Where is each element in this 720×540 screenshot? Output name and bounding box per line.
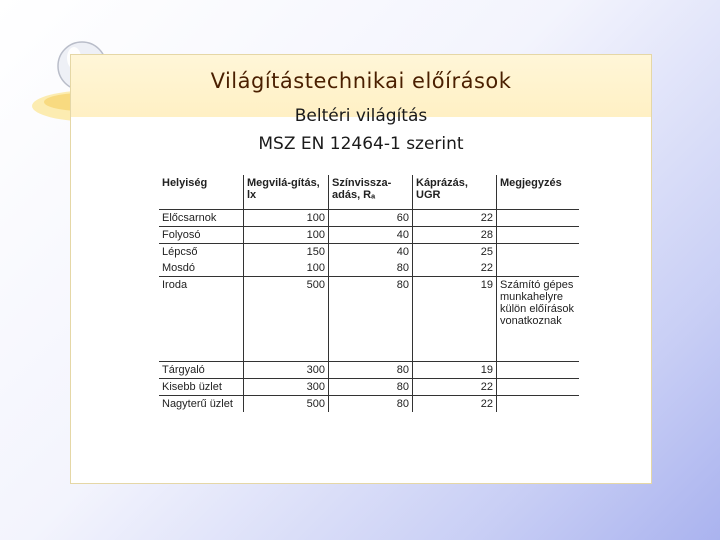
- cell-illuminance: 100: [244, 260, 329, 277]
- header-room: Helyiség: [159, 175, 244, 210]
- slide-subtitle-line2: MSZ EN 12464-1 szerint: [258, 134, 464, 154]
- cell-illuminance: 300: [244, 379, 329, 396]
- lighting-requirements-table: [159, 175, 579, 412]
- cell-glare: 28: [413, 227, 497, 244]
- cell-note: [497, 396, 580, 413]
- cell-note: Számító gépes munkahelyre külön előírások vonatkoznak: [497, 277, 580, 362]
- table-row: [159, 244, 579, 261]
- cell-glare: 22: [413, 210, 497, 227]
- cell-note: [497, 210, 580, 227]
- cell-illuminance: 100: [244, 227, 329, 244]
- cell-color-rendering: 60: [329, 210, 413, 227]
- table-row: [159, 396, 579, 413]
- table-row: [159, 362, 579, 379]
- cell-note: [497, 260, 580, 277]
- cell-room: Kisebb üzlet: [159, 379, 244, 396]
- cell-note: [497, 244, 580, 261]
- cell-glare: 22: [413, 396, 497, 413]
- cell-room: Iroda: [159, 277, 244, 362]
- table-row: [159, 379, 579, 396]
- cell-glare: 22: [413, 260, 497, 277]
- table-row: [159, 260, 579, 277]
- cell-illuminance: 300: [244, 362, 329, 379]
- cell-note: [497, 227, 580, 244]
- header-note: Megjegyzés: [497, 175, 580, 210]
- header-illuminance: Megvilá-gítás, lx: [244, 175, 329, 210]
- header-glare: Káprázás, UGR: [413, 175, 497, 210]
- cell-room: Nagyterű üzlet: [159, 396, 244, 413]
- table-row: [159, 210, 579, 227]
- slide-content-frame: [70, 54, 652, 484]
- cell-room: Előcsarnok: [159, 210, 244, 227]
- cell-color-rendering: 40: [329, 227, 413, 244]
- table-header-row: [159, 175, 579, 210]
- cell-color-rendering: 80: [329, 260, 413, 277]
- cell-illuminance: 150: [244, 244, 329, 261]
- cell-illuminance: 100: [244, 210, 329, 227]
- cell-glare: 19: [413, 362, 497, 379]
- slide-title: Világítástechnikai előírások: [210, 69, 512, 93]
- table-row: [159, 227, 579, 244]
- slide-subtitle-line1: Beltéri világítás: [294, 106, 428, 126]
- cell-room: Folyosó: [159, 227, 244, 244]
- cell-note: [497, 379, 580, 396]
- cell-illuminance: 500: [244, 396, 329, 413]
- header-color-rendering: Színvissza-adás, Rₐ: [329, 175, 413, 210]
- cell-illuminance: 500: [244, 277, 329, 362]
- cell-room: Tárgyaló: [159, 362, 244, 379]
- cell-color-rendering: 80: [329, 396, 413, 413]
- cell-glare: 19: [413, 277, 497, 362]
- cell-color-rendering: 80: [329, 379, 413, 396]
- cell-color-rendering: 40: [329, 244, 413, 261]
- cell-color-rendering: 80: [329, 362, 413, 379]
- cell-glare: 25: [413, 244, 497, 261]
- cell-color-rendering: 80: [329, 277, 413, 362]
- cell-room: Mosdó: [159, 260, 244, 277]
- cell-glare: 22: [413, 379, 497, 396]
- cell-room: Lépcső: [159, 244, 244, 261]
- cell-note: [497, 362, 580, 379]
- table-row: [159, 277, 579, 362]
